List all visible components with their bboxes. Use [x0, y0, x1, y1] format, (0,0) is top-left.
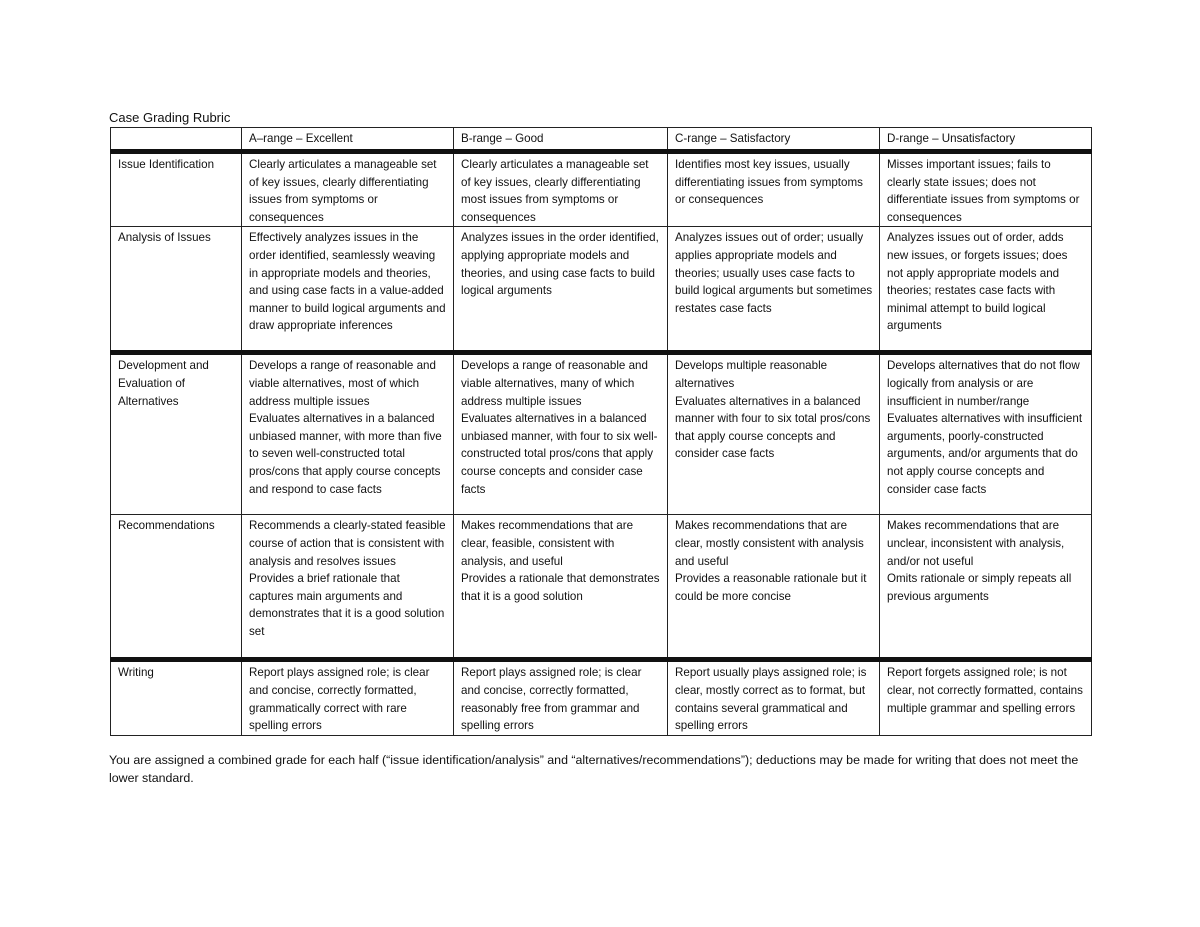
header-cell-a-range: A–range – Excellent	[242, 128, 454, 152]
rubric-cell: Clearly articulates a manageable set of key issues, clearly differentiating most issues from symptoms or consequences	[454, 152, 668, 227]
footnote: You are assigned a combined grade for each half (“issue identification/analysis” and “alternatives/recommendations”); deductions may be made for writing that does not meet the lower standard.	[109, 753, 1079, 785]
rubric-cell	[242, 515, 454, 660]
cell-statement: Develops alternatives that do not flow logically from analysis or are insufficient in number/range	[887, 359, 1080, 408]
header-cell-b-range: B-range – Good	[454, 128, 668, 152]
table-row	[111, 660, 1092, 735]
rubric-cell	[242, 353, 454, 515]
cell-statement: Recommends a clearly-stated feasible course of action that is consistent with analysis and resolves issues	[249, 519, 446, 568]
cell-statement: Evaluates alternatives in a balanced unbiased manner, with more than five to seven well-constructed total pros/cons that apply course concepts and respond to case facts	[249, 412, 442, 496]
cell-statement: Makes recommendations that are clear, mostly consistent with analysis and useful	[675, 519, 864, 568]
table-row	[111, 353, 1092, 515]
header-cell-criterion	[111, 128, 242, 152]
rubric-cell: Report forgets assigned role; is not clear, not correctly formatted, contains multiple grammar and spelling errors	[880, 660, 1092, 735]
criterion-cell: Writing	[111, 660, 242, 735]
cell-statement: Develops a range of reasonable and viable alternatives, many of which address multiple issues	[461, 359, 648, 408]
rubric-cell	[454, 515, 668, 660]
rubric-cell: Report plays assigned role; is clear and concise, correctly formatted, reasonably free from grammar and spelling errors	[454, 660, 668, 735]
table-row	[111, 515, 1092, 660]
page-title: Case Grading Rubric	[109, 110, 231, 125]
rubric-cell: Misses important issues; fails to clearly state issues; does not differentiate issues from symptoms or consequences	[880, 152, 1092, 227]
cell-statement: Evaluates alternatives with insufficient arguments, poorly-constructed arguments, and/or arguments that do not apply course concepts and consider case facts	[887, 412, 1083, 496]
criterion-cell: Development and Evaluation of Alternatives	[111, 353, 242, 515]
rubric-table	[110, 127, 1092, 736]
rubric-cell: Identifies most key issues, usually differentiating issues from symptoms or consequences	[668, 152, 880, 227]
cell-statement: Evaluates alternatives in a balanced unbiased manner, with four to six well-constructed total pros/cons that apply course concepts and consider case facts	[461, 412, 658, 496]
cell-statement: Provides a brief rationale that captures main arguments and demonstrates that it is a good solution set	[249, 572, 445, 638]
cell-statement: Omits rationale or simply repeats all previous arguments	[887, 572, 1072, 603]
cell-statement: Develops a range of reasonable and viable alternatives, most of which address multiple issues	[249, 359, 436, 408]
header-cell-d-range: D-range – Unsatisfactory	[880, 128, 1092, 152]
header-cell-c-range: C-range – Satisfactory	[668, 128, 880, 152]
cell-statement: Provides a reasonable rationale but it could be more concise	[675, 572, 867, 603]
criterion-cell: Recommendations	[111, 515, 242, 660]
rubric-cell: Clearly articulates a manageable set of key issues, clearly differentiating issues from symptoms or consequences	[242, 152, 454, 227]
rubric-cell: Effectively analyzes issues in the order identified, seamlessly weaving in appropriate models and theories, and using case facts in a value-added manner to build logical arguments and draw appropriate inferences	[242, 227, 454, 353]
rubric-cell: Analyzes issues out of order, adds new issues, or forgets issues; does not apply appropriate models and theories; restates case facts with minimal attempt to build logical arguments	[880, 227, 1092, 353]
rubric-cell: Analyzes issues out of order; usually applies appropriate models and theories; usually uses case facts to build logical arguments but sometimes restates case facts	[668, 227, 880, 353]
rubric-cell: Report plays assigned role; is clear and concise, correctly formatted, grammatically correct with rare spelling errors	[242, 660, 454, 735]
rubric-cell	[880, 353, 1092, 515]
cell-statement: Develops multiple reasonable alternatives	[675, 359, 828, 390]
rubric-cell	[668, 515, 880, 660]
rubric-cell: Analyzes issues in the order identified, applying appropriate models and theories, and using case facts to build logical arguments	[454, 227, 668, 353]
table-row	[111, 152, 1092, 227]
criterion-cell: Analysis of Issues	[111, 227, 242, 353]
rubric-cell: Report usually plays assigned role; is clear, mostly correct as to format, but contains several grammatical and spelling errors	[668, 660, 880, 735]
table-row	[111, 227, 1092, 353]
cell-statement: Makes recommendations that are clear, feasible, consistent with analysis, and useful	[461, 519, 634, 568]
rubric-cell	[454, 353, 668, 515]
header-row	[111, 128, 1092, 152]
rubric-cell	[668, 353, 880, 515]
cell-statement: Makes recommendations that are unclear, inconsistent with analysis, and/or not useful	[887, 519, 1065, 568]
criterion-cell: Issue Identification	[111, 152, 242, 227]
cell-statement: Provides a rationale that demonstrates that it is a good solution	[461, 572, 660, 603]
cell-statement: Evaluates alternatives in a balanced manner with four to six total pros/cons that apply course concepts and consider case facts	[675, 394, 871, 461]
rubric-cell	[880, 515, 1092, 660]
